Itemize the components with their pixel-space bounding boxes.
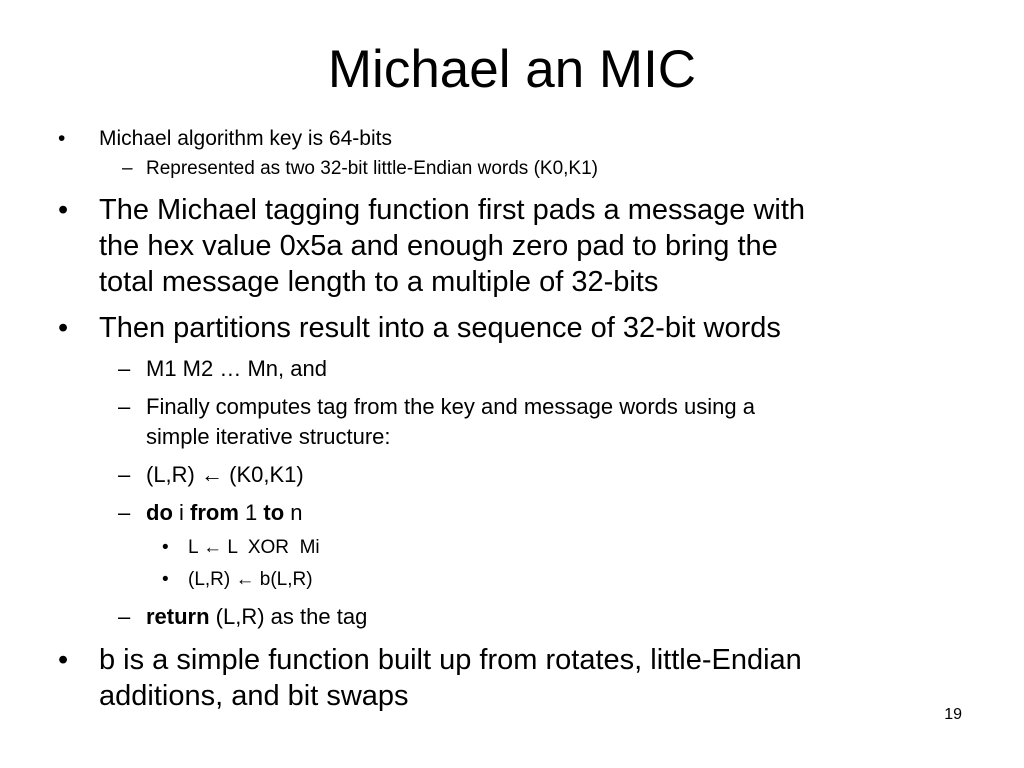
bullet-text: b is a simple function built up from rotates, little-Endian <box>99 644 802 676</box>
keyword-do: do <box>146 500 173 525</box>
bullet-marker: • <box>58 194 69 226</box>
dash-marker: – <box>118 394 131 419</box>
sub-bullet-text: (L,R) ← (K0,K1) <box>146 462 304 487</box>
page-number: 19 <box>944 706 962 723</box>
slide-title: Michael an MIC <box>327 40 697 99</box>
keyword-from: from <box>190 500 239 525</box>
sub-bullet-return <box>146 603 367 631</box>
bullet-marker: • <box>58 644 69 676</box>
sub-bullet-text: Represented as two 32-bit little-Endian words (K0,K1) <box>146 158 599 179</box>
dash-marker: – <box>118 462 131 487</box>
bullet-text: Michael algorithm key is 64-bits <box>99 127 392 150</box>
dash-marker: – <box>118 356 131 381</box>
sub-bullet-text: simple iterative structure: <box>146 424 391 449</box>
bullet-text: The Michael tagging function first pads a message with <box>99 194 806 226</box>
dash-marker: – <box>122 158 133 179</box>
bullet-text: total message length to a multiple of 32-bits <box>99 266 659 298</box>
dash-marker: – <box>118 500 131 525</box>
bullet-text: Then partitions result into a sequence of 32-bit words <box>99 312 781 344</box>
dash-marker: – <box>118 604 131 629</box>
sub-bullet-text: M1 M2 … Mn, and <box>146 356 327 381</box>
sub-sub-bullet-text: (L,R) ← b(L,R) <box>188 569 313 590</box>
loop-end: n <box>284 500 303 525</box>
bullet-marker-small: • <box>162 569 169 590</box>
bullet-text: the hex value 0x5a and enough zero pad to bring the <box>99 230 778 262</box>
bullet-text: additions, and bit swaps <box>99 680 409 712</box>
loop-variable: i <box>172 500 191 525</box>
keyword-return: return <box>146 604 210 629</box>
sub-bullet-text: Finally computes tag from the key and message words using a <box>146 394 755 419</box>
sub-sub-bullet-text: L ← L XOR Mi <box>188 537 320 558</box>
return-text: (L,R) as the tag <box>209 604 368 629</box>
loop-start: 1 <box>238 500 264 525</box>
sub-bullet-do-loop <box>146 499 303 527</box>
bullet-marker: • <box>58 312 69 344</box>
keyword-to: to <box>263 500 285 525</box>
bullet-marker-small: • <box>162 537 169 558</box>
bullet-marker: • <box>58 127 66 150</box>
